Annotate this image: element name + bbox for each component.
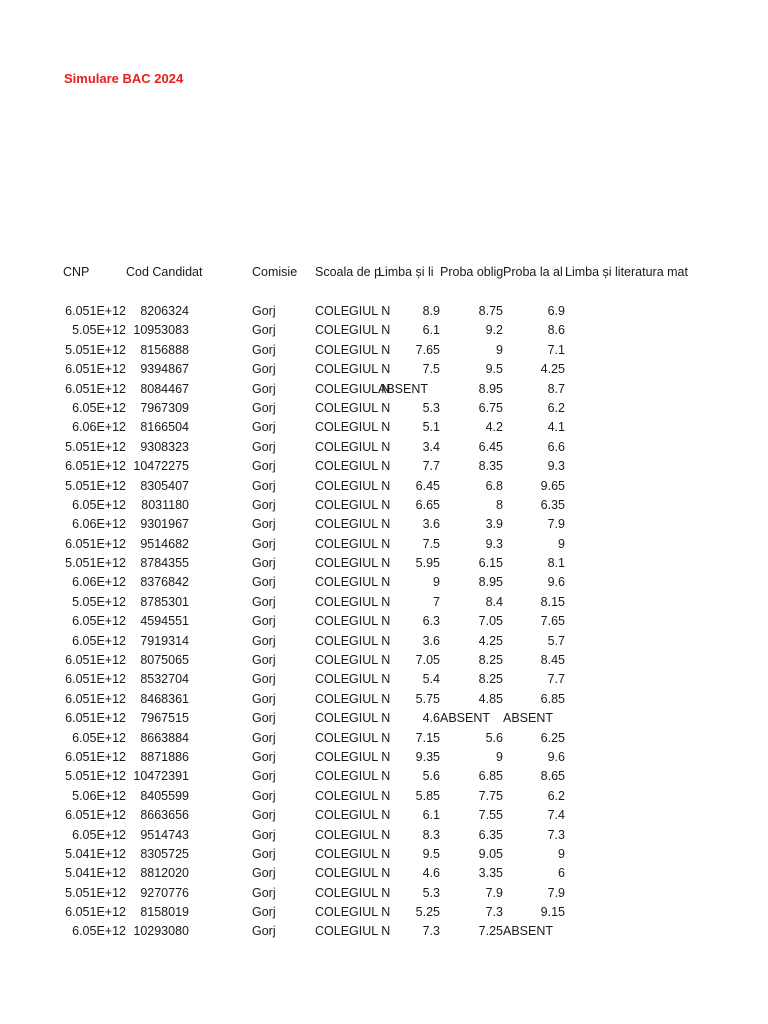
cell-proba-alegere: 9 bbox=[558, 846, 565, 861]
header-scoala: Scoala de p bbox=[315, 265, 382, 279]
cell-proba-obligatorie: 7.55 bbox=[478, 808, 503, 823]
cell-comisie: Gorj bbox=[252, 323, 276, 338]
cell-limba-romana: 3.6 bbox=[422, 633, 440, 648]
cell-proba-alegere: 7.1 bbox=[547, 342, 565, 357]
cell-scoala: COLEGIUL N bbox=[315, 381, 391, 396]
table-row bbox=[0, 302, 768, 321]
spreadsheet-table bbox=[0, 263, 768, 942]
cell-scoala: COLEGIUL N bbox=[315, 497, 391, 512]
cell-proba-alegere: 6.9 bbox=[547, 303, 565, 318]
cell-limba-romana: 9 bbox=[433, 575, 440, 590]
cell-cod-candidat: 7919314 bbox=[140, 633, 189, 648]
cell-limba-romana: 7.7 bbox=[422, 459, 440, 474]
cell-scoala: COLEGIUL N bbox=[315, 730, 391, 745]
cell-proba-alegere: 9.3 bbox=[547, 459, 565, 474]
table-row bbox=[0, 767, 768, 786]
cell-limba-romana: 7.05 bbox=[415, 653, 440, 668]
cell-proba-alegere: 8.15 bbox=[540, 594, 565, 609]
cell-cnp: 5.051E+12 bbox=[65, 885, 126, 900]
cell-limba-romana: 5.95 bbox=[415, 556, 440, 571]
table-row bbox=[0, 418, 768, 437]
cell-comisie: Gorj bbox=[252, 497, 276, 512]
cell-limba-romana: 7.15 bbox=[415, 730, 440, 745]
cell-cnp: 6.051E+12 bbox=[65, 808, 126, 823]
table-row bbox=[0, 787, 768, 806]
cell-limba-romana: 6.1 bbox=[422, 323, 440, 338]
cell-cod-candidat: 8871886 bbox=[140, 749, 189, 764]
cell-comisie: Gorj bbox=[252, 905, 276, 920]
cell-cnp: 6.06E+12 bbox=[72, 517, 126, 532]
cell-cod-candidat: 9514743 bbox=[140, 827, 189, 842]
table-row bbox=[0, 632, 768, 651]
cell-cnp: 5.05E+12 bbox=[72, 323, 126, 338]
cell-scoala: COLEGIUL N bbox=[315, 556, 391, 571]
table-row bbox=[0, 729, 768, 748]
cell-cnp: 5.041E+12 bbox=[65, 846, 126, 861]
cell-proba-obligatorie: 3.35 bbox=[478, 866, 503, 881]
cell-scoala: COLEGIUL N bbox=[315, 614, 391, 629]
cell-proba-obligatorie: 8.75 bbox=[478, 303, 503, 318]
cell-limba-romana: 7.5 bbox=[422, 536, 440, 551]
cell-limba-romana: 6.3 bbox=[422, 614, 440, 629]
cell-limba-romana: 4.6 bbox=[422, 711, 440, 726]
table-row bbox=[0, 360, 768, 379]
table-row bbox=[0, 748, 768, 767]
cell-proba-obligatorie: 7.25 bbox=[478, 924, 503, 939]
table-row bbox=[0, 515, 768, 534]
header-limba-materna: Limba și literatura mat bbox=[565, 265, 688, 279]
cell-cnp: 5.051E+12 bbox=[65, 556, 126, 571]
table-row bbox=[0, 477, 768, 496]
cell-cod-candidat: 8405599 bbox=[140, 788, 189, 803]
cell-comisie: Gorj bbox=[252, 439, 276, 454]
cell-cnp: 6.051E+12 bbox=[65, 303, 126, 318]
cell-proba-alegere: 9.6 bbox=[547, 749, 565, 764]
cell-proba-obligatorie: 6.75 bbox=[478, 400, 503, 415]
cell-proba-obligatorie: 9.05 bbox=[478, 846, 503, 861]
cell-comisie: Gorj bbox=[252, 866, 276, 881]
cell-cnp: 6.051E+12 bbox=[65, 459, 126, 474]
cell-scoala: COLEGIUL N bbox=[315, 633, 391, 648]
header-cnp: CNP bbox=[63, 265, 90, 279]
cell-scoala: COLEGIUL N bbox=[315, 691, 391, 706]
table-header-row bbox=[0, 263, 768, 282]
table-row bbox=[0, 593, 768, 612]
cell-scoala: COLEGIUL N bbox=[315, 885, 391, 900]
cell-limba-romana: 4.6 bbox=[422, 866, 440, 881]
cell-comisie: Gorj bbox=[252, 400, 276, 415]
cell-scoala: COLEGIUL N bbox=[315, 769, 391, 784]
cell-cnp: 6.051E+12 bbox=[65, 381, 126, 396]
cell-proba-alegere: 6.2 bbox=[547, 788, 565, 803]
cell-proba-obligatorie: 7.05 bbox=[478, 614, 503, 629]
cell-proba-obligatorie: 7.9 bbox=[485, 885, 503, 900]
cell-cod-candidat: 8305725 bbox=[140, 846, 189, 861]
cell-limba-romana: 5.3 bbox=[422, 885, 440, 900]
cell-comisie: Gorj bbox=[252, 808, 276, 823]
cell-proba-obligatorie: 8 bbox=[496, 497, 503, 512]
cell-cod-candidat: 10953083 bbox=[133, 323, 189, 338]
cell-scoala: COLEGIUL N bbox=[315, 323, 391, 338]
cell-scoala: COLEGIUL N bbox=[315, 478, 391, 493]
cell-comisie: Gorj bbox=[252, 711, 276, 726]
cell-proba-obligatorie: 8.95 bbox=[478, 575, 503, 590]
cell-proba-obligatorie: 3.9 bbox=[485, 517, 503, 532]
cell-cod-candidat: 8812020 bbox=[140, 866, 189, 881]
cell-cod-candidat: 8532704 bbox=[140, 672, 189, 687]
cell-cod-candidat: 8376842 bbox=[140, 575, 189, 590]
cell-cnp: 6.051E+12 bbox=[65, 672, 126, 687]
cell-limba-romana: 6.45 bbox=[415, 478, 440, 493]
table-row bbox=[0, 612, 768, 631]
cell-cnp: 5.05E+12 bbox=[72, 594, 126, 609]
cell-cod-candidat: 8084467 bbox=[140, 381, 189, 396]
cell-limba-romana: 5.3 bbox=[422, 400, 440, 415]
cell-limba-romana: 9.35 bbox=[415, 749, 440, 764]
cell-cnp: 6.051E+12 bbox=[65, 749, 126, 764]
cell-limba-romana: 8.9 bbox=[422, 303, 440, 318]
table-row bbox=[0, 845, 768, 864]
cell-proba-obligatorie: 8.25 bbox=[478, 672, 503, 687]
cell-proba-obligatorie: 8.35 bbox=[478, 459, 503, 474]
cell-scoala: COLEGIUL N bbox=[315, 439, 391, 454]
cell-proba-obligatorie: 6.45 bbox=[478, 439, 503, 454]
table-row bbox=[0, 864, 768, 883]
cell-proba-alegere: 9.65 bbox=[540, 478, 565, 493]
cell-limba-romana: 5.25 bbox=[415, 905, 440, 920]
cell-scoala: COLEGIUL N bbox=[315, 846, 391, 861]
cell-scoala: COLEGIUL N bbox=[315, 362, 391, 377]
table-row bbox=[0, 573, 768, 592]
cell-cnp: 6.05E+12 bbox=[72, 497, 126, 512]
cell-cod-candidat: 7967309 bbox=[140, 400, 189, 415]
table-row bbox=[0, 496, 768, 515]
table-row bbox=[0, 806, 768, 825]
cell-limba-romana: 8.3 bbox=[422, 827, 440, 842]
cell-comisie: Gorj bbox=[252, 594, 276, 609]
cell-comisie: Gorj bbox=[252, 362, 276, 377]
cell-scoala: COLEGIUL N bbox=[315, 672, 391, 687]
cell-limba-romana: 5.1 bbox=[422, 420, 440, 435]
header-cod-candidat: Cod Candidat bbox=[126, 265, 203, 279]
cell-cnp: 6.05E+12 bbox=[72, 730, 126, 745]
page-title: Simulare BAC 2024 bbox=[64, 71, 184, 86]
header-comisie: Comisie bbox=[252, 265, 298, 279]
cell-proba-alegere: 6.35 bbox=[540, 497, 565, 512]
cell-cod-candidat: 8206324 bbox=[140, 303, 189, 318]
cell-limba-romana: 5.85 bbox=[415, 788, 440, 803]
cell-scoala: COLEGIUL N bbox=[315, 420, 391, 435]
cell-proba-alegere: 6.2 bbox=[547, 400, 565, 415]
cell-comisie: Gorj bbox=[252, 672, 276, 687]
cell-proba-obligatorie: 6.8 bbox=[485, 478, 503, 493]
cell-scoala: COLEGIUL N bbox=[315, 517, 391, 532]
cell-cod-candidat: 8158019 bbox=[140, 905, 189, 920]
cell-cnp: 5.051E+12 bbox=[65, 342, 126, 357]
cell-limba-romana: 9.5 bbox=[422, 846, 440, 861]
cell-limba-romana: 5.4 bbox=[422, 672, 440, 687]
cell-comisie: Gorj bbox=[252, 691, 276, 706]
cell-cod-candidat: 9394867 bbox=[140, 362, 189, 377]
cell-cnp: 6.051E+12 bbox=[65, 653, 126, 668]
table-row bbox=[0, 399, 768, 418]
cell-scoala: COLEGIUL N bbox=[315, 808, 391, 823]
cell-proba-alegere: 8.65 bbox=[540, 769, 565, 784]
cell-scoala: COLEGIUL N bbox=[315, 536, 391, 551]
cell-proba-alegere: 7.7 bbox=[547, 672, 565, 687]
cell-limba-romana: 5.6 bbox=[422, 769, 440, 784]
cell-cnp: 6.051E+12 bbox=[65, 711, 126, 726]
cell-proba-obligatorie: 4.25 bbox=[478, 633, 503, 648]
cell-cod-candidat: 8031180 bbox=[141, 497, 189, 512]
cell-comisie: Gorj bbox=[252, 614, 276, 629]
cell-cod-candidat: 9514682 bbox=[140, 536, 189, 551]
cell-cnp: 6.051E+12 bbox=[65, 691, 126, 706]
table-row bbox=[0, 709, 768, 728]
cell-cod-candidat: 10472275 bbox=[133, 459, 189, 474]
cell-comisie: Gorj bbox=[252, 459, 276, 474]
cell-comisie: Gorj bbox=[252, 885, 276, 900]
cell-proba-obligatorie: 8.95 bbox=[478, 381, 503, 396]
cell-comisie: Gorj bbox=[252, 749, 276, 764]
cell-cnp: 6.051E+12 bbox=[65, 905, 126, 920]
cell-scoala: COLEGIUL N bbox=[315, 788, 391, 803]
cell-comisie: Gorj bbox=[252, 924, 276, 939]
cell-proba-alegere: 7.65 bbox=[540, 614, 565, 629]
cell-proba-alegere: 8.45 bbox=[540, 653, 565, 668]
cell-proba-alegere: 5.7 bbox=[547, 633, 565, 648]
cell-comisie: Gorj bbox=[252, 788, 276, 803]
cell-cnp: 5.06E+12 bbox=[72, 788, 126, 803]
cell-proba-obligatorie: 9.5 bbox=[485, 362, 503, 377]
cell-scoala: COLEGIUL N bbox=[315, 459, 391, 474]
table-row bbox=[0, 321, 768, 340]
cell-limba-romana: 3.4 bbox=[422, 439, 440, 454]
cell-comisie: Gorj bbox=[252, 556, 276, 571]
cell-cnp: 6.05E+12 bbox=[72, 924, 126, 939]
cell-cod-candidat: 8305407 bbox=[140, 478, 189, 493]
cell-scoala: COLEGIUL N bbox=[315, 400, 391, 415]
cell-cod-candidat: 8663884 bbox=[140, 730, 189, 745]
cell-proba-alegere: 7.9 bbox=[547, 517, 565, 532]
table-row bbox=[0, 903, 768, 922]
header-proba-alegere: Proba la al bbox=[503, 265, 563, 279]
table-row bbox=[0, 670, 768, 689]
cell-limba-romana: 5.75 bbox=[415, 691, 440, 706]
cell-proba-alegere: 8.6 bbox=[547, 323, 565, 338]
header-limba-romana: Limba și li bbox=[378, 265, 434, 279]
cell-comisie: Gorj bbox=[252, 478, 276, 493]
cell-proba-alegere: ABSENT bbox=[503, 711, 554, 726]
cell-proba-alegere: 4.1 bbox=[547, 420, 565, 435]
cell-cnp: 6.051E+12 bbox=[65, 536, 126, 551]
cell-cod-candidat: 7967515 bbox=[140, 711, 189, 726]
cell-proba-obligatorie: 7.75 bbox=[478, 788, 503, 803]
cell-proba-obligatorie: ABSENT bbox=[440, 711, 491, 726]
cell-cod-candidat: 10293080 bbox=[133, 924, 189, 939]
table-row bbox=[0, 826, 768, 845]
cell-cnp: 5.041E+12 bbox=[65, 866, 126, 881]
cell-proba-obligatorie: 5.6 bbox=[485, 730, 503, 745]
cell-proba-alegere: 7.9 bbox=[547, 885, 565, 900]
cell-proba-obligatorie: 7.3 bbox=[485, 905, 503, 920]
table-row bbox=[0, 438, 768, 457]
cell-proba-obligatorie: 4.85 bbox=[478, 691, 503, 706]
cell-comisie: Gorj bbox=[252, 769, 276, 784]
cell-cod-candidat: 4594551 bbox=[140, 614, 189, 629]
cell-scoala: COLEGIUL N bbox=[315, 653, 391, 668]
cell-comisie: Gorj bbox=[252, 653, 276, 668]
cell-proba-alegere: 8.1 bbox=[547, 556, 565, 571]
cell-limba-romana: 6.1 bbox=[422, 808, 440, 823]
cell-proba-obligatorie: 9 bbox=[496, 342, 503, 357]
table-row bbox=[0, 922, 768, 941]
cell-proba-alegere: 7.4 bbox=[547, 808, 565, 823]
cell-proba-obligatorie: 6.15 bbox=[478, 556, 503, 571]
table-row bbox=[0, 535, 768, 554]
cell-proba-obligatorie: 6.35 bbox=[478, 827, 503, 842]
cell-cod-candidat: 8784355 bbox=[140, 556, 189, 571]
table-row bbox=[0, 651, 768, 670]
cell-cnp: 6.06E+12 bbox=[72, 575, 126, 590]
cell-cnp: 6.05E+12 bbox=[72, 614, 126, 629]
cell-cod-candidat: 10472391 bbox=[133, 769, 189, 784]
cell-cod-candidat: 9270776 bbox=[140, 885, 189, 900]
cell-cnp: 5.051E+12 bbox=[65, 769, 126, 784]
cell-proba-alegere: 4.25 bbox=[540, 362, 565, 377]
cell-proba-alegere: 9.15 bbox=[540, 905, 565, 920]
cell-proba-alegere: 9.6 bbox=[547, 575, 565, 590]
table-row bbox=[0, 457, 768, 476]
cell-limba-romana: 7.65 bbox=[415, 342, 440, 357]
header-proba-obligatorie: Proba oblig bbox=[440, 265, 504, 279]
cell-comisie: Gorj bbox=[252, 420, 276, 435]
table-row bbox=[0, 341, 768, 360]
cell-cnp: 5.051E+12 bbox=[65, 439, 126, 454]
cell-cnp: 6.05E+12 bbox=[72, 633, 126, 648]
cell-comisie: Gorj bbox=[252, 381, 276, 396]
cell-limba-romana: ABSENT bbox=[378, 381, 429, 396]
cell-cod-candidat: 8468361 bbox=[140, 691, 189, 706]
cell-proba-alegere: 9 bbox=[558, 536, 565, 551]
cell-limba-romana: 3.6 bbox=[422, 517, 440, 532]
cell-proba-obligatorie: 9.3 bbox=[485, 536, 503, 551]
cell-cod-candidat: 9301967 bbox=[140, 517, 189, 532]
cell-comisie: Gorj bbox=[252, 827, 276, 842]
table-row bbox=[0, 690, 768, 709]
cell-scoala: COLEGIUL N bbox=[315, 866, 391, 881]
cell-scoala: COLEGIUL N bbox=[315, 342, 391, 357]
cell-scoala: COLEGIUL N bbox=[315, 827, 391, 842]
cell-proba-alegere: 7.3 bbox=[547, 827, 565, 842]
cell-scoala: COLEGIUL N bbox=[315, 749, 391, 764]
cell-comisie: Gorj bbox=[252, 536, 276, 551]
cell-proba-alegere: 6.6 bbox=[547, 439, 565, 454]
cell-cnp: 6.06E+12 bbox=[72, 420, 126, 435]
table-row bbox=[0, 380, 768, 399]
cell-scoala: COLEGIUL N bbox=[315, 905, 391, 920]
table-row bbox=[0, 554, 768, 573]
cell-cnp: 5.051E+12 bbox=[65, 478, 126, 493]
cell-cod-candidat: 8785301 bbox=[140, 594, 189, 609]
cell-proba-obligatorie: 4.2 bbox=[485, 420, 503, 435]
cell-limba-romana: 7.3 bbox=[422, 924, 440, 939]
cell-comisie: Gorj bbox=[252, 517, 276, 532]
cell-proba-obligatorie: 9.2 bbox=[485, 323, 503, 338]
table-row bbox=[0, 884, 768, 903]
cell-cnp: 6.05E+12 bbox=[72, 827, 126, 842]
cell-cod-candidat: 8663656 bbox=[140, 808, 189, 823]
cell-limba-romana: 7.5 bbox=[422, 362, 440, 377]
cell-limba-romana: 7 bbox=[433, 594, 440, 609]
cell-proba-obligatorie: 8.4 bbox=[485, 594, 503, 609]
cell-proba-obligatorie: 8.25 bbox=[478, 653, 503, 668]
cell-scoala: COLEGIUL N bbox=[315, 303, 391, 318]
cell-comisie: Gorj bbox=[252, 846, 276, 861]
cell-cod-candidat: 9308323 bbox=[140, 439, 189, 454]
cell-cod-candidat: 8166504 bbox=[140, 420, 189, 435]
cell-proba-obligatorie: 6.85 bbox=[478, 769, 503, 784]
cell-scoala: COLEGIUL N bbox=[315, 924, 391, 939]
cell-cnp: 6.05E+12 bbox=[72, 400, 126, 415]
cell-cod-candidat: 8075065 bbox=[140, 653, 189, 668]
cell-proba-alegere: 8.7 bbox=[547, 381, 565, 396]
cell-limba-romana: 6.65 bbox=[415, 497, 440, 512]
cell-proba-alegere: ABSENT bbox=[503, 924, 554, 939]
cell-comisie: Gorj bbox=[252, 633, 276, 648]
cell-cnp: 6.051E+12 bbox=[65, 362, 126, 377]
cell-comisie: Gorj bbox=[252, 342, 276, 357]
cell-proba-alegere: 6 bbox=[558, 866, 565, 881]
cell-proba-alegere: 6.85 bbox=[540, 691, 565, 706]
cell-scoala: COLEGIUL N bbox=[315, 711, 391, 726]
cell-comisie: Gorj bbox=[252, 730, 276, 745]
cell-comisie: Gorj bbox=[252, 575, 276, 590]
cell-proba-obligatorie: 9 bbox=[496, 749, 503, 764]
cell-scoala: COLEGIUL N bbox=[315, 575, 391, 590]
cell-cod-candidat: 8156888 bbox=[140, 342, 189, 357]
cell-comisie: Gorj bbox=[252, 303, 276, 318]
cell-proba-alegere: 6.25 bbox=[540, 730, 565, 745]
cell-scoala: COLEGIUL N bbox=[315, 594, 391, 609]
